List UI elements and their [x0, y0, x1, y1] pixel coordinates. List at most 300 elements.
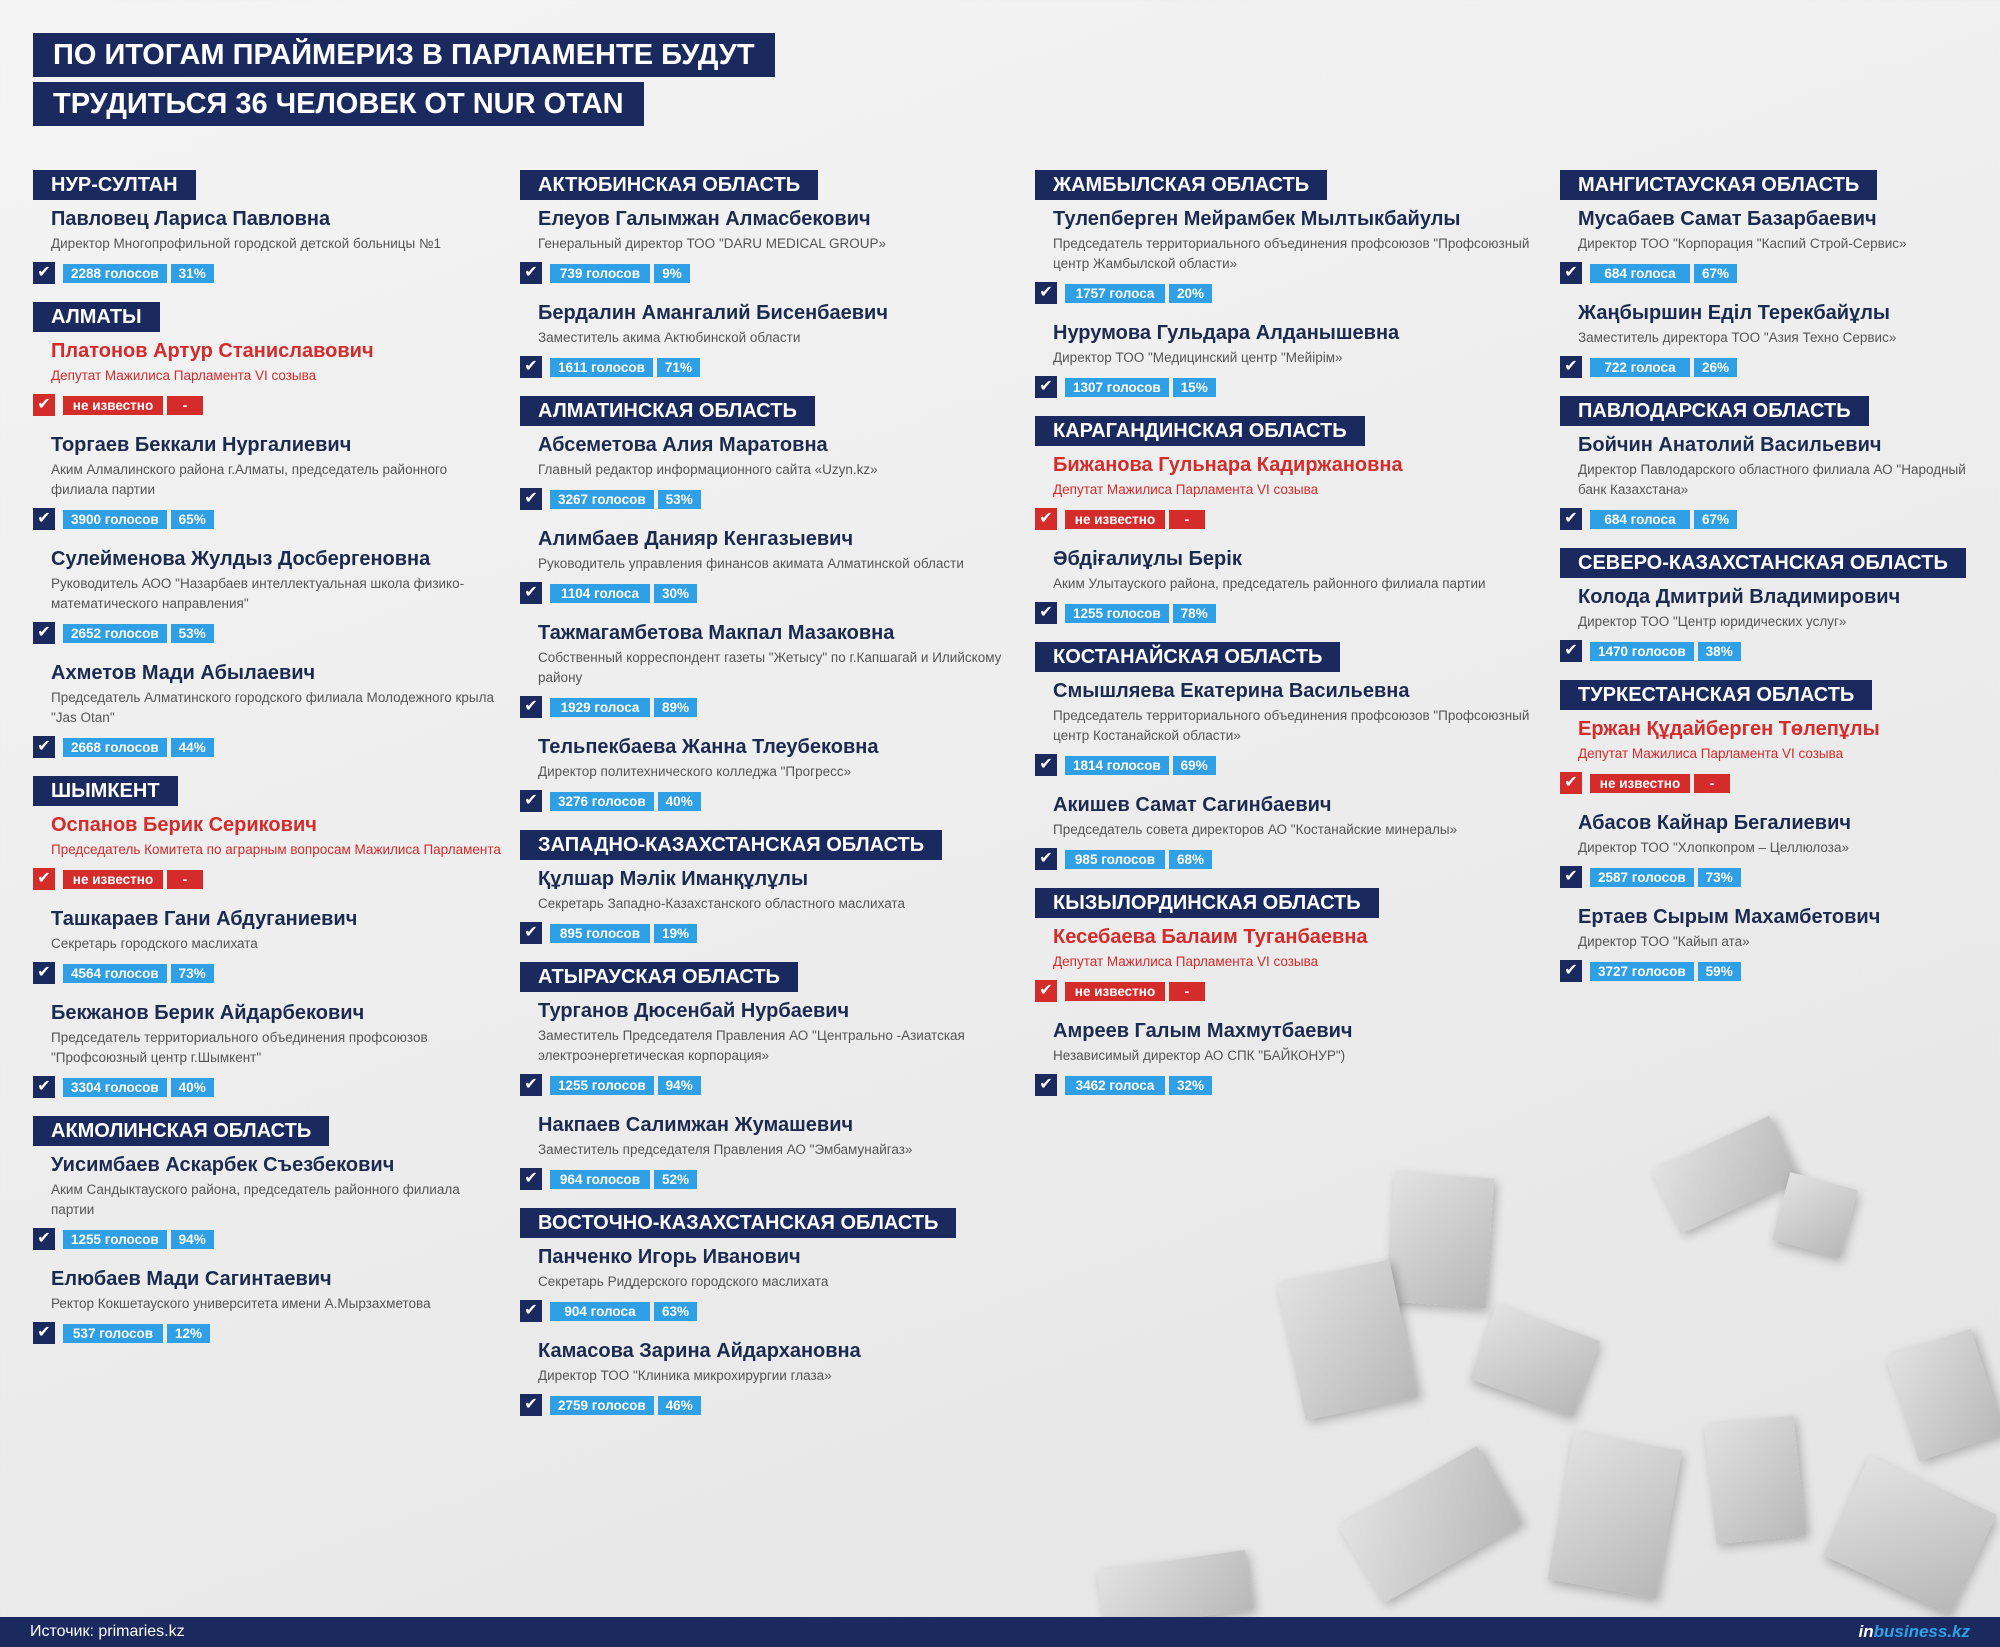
region-block: [520, 396, 1020, 812]
column-4: [1560, 170, 1990, 1000]
checkmark-icon: ✔: [520, 1074, 542, 1096]
region-block: [1035, 170, 1535, 398]
candidate-name: Платонов Артур Станиславович: [51, 340, 374, 362]
column-1: [33, 170, 503, 1362]
region-title: АЛМАТЫ: [33, 302, 160, 332]
candidate-entry: [37, 812, 503, 890]
candidate-entry: [1039, 452, 1535, 530]
checkmark-icon: ✔: [33, 508, 55, 530]
candidate-entry: [1564, 716, 1990, 794]
vote-percent-badge: 89%: [654, 698, 697, 717]
candidate-name: Абасов Кайнар Бегалиевич: [1578, 812, 1851, 834]
candidate-name: Бижанова Гульнара Кадиржановна: [1053, 454, 1403, 476]
vote-result: [1035, 376, 1535, 398]
region-title: МАНГИСТАУСКАЯ ОБЛАСТЬ: [1560, 170, 1877, 200]
vote-count-badge: 739 голосов: [550, 264, 650, 283]
checkmark-icon: ✔: [520, 1168, 542, 1190]
candidate-name: Ертаев Сырым Махамбетович: [1578, 906, 1881, 928]
candidate-entry: [1564, 432, 1990, 530]
candidate-position: Депутат Мажилиса Парламента VI созыва: [1053, 482, 1319, 497]
candidate-name: Құлшар Мәлік Иманқұлұлы: [538, 868, 809, 890]
candidate-entry: [37, 1152, 503, 1250]
vote-result: [33, 868, 503, 890]
checkmark-icon: ✔: [1560, 356, 1582, 378]
candidate-position: Секретарь Западно-Казахстанского областного маслихата: [538, 896, 905, 911]
checkmark-icon: ✔: [33, 262, 55, 284]
vote-result: [33, 508, 503, 530]
vote-percent-badge: 71%: [657, 358, 700, 377]
vote-count-badge: 3267 голосов: [550, 490, 654, 509]
vote-result: [1035, 1074, 1535, 1096]
candidate-entry: [1564, 584, 1990, 662]
vote-count-badge: 1929 голоса: [550, 698, 650, 717]
vote-percent-badge: 9%: [654, 264, 690, 283]
checkmark-icon: ✔: [33, 1322, 55, 1344]
checkmark-icon: ✔: [520, 790, 542, 812]
candidate-position: Ректор Кокшетауского университета имени А.Мырзахметова: [51, 1296, 431, 1311]
vote-result: [520, 1168, 1020, 1190]
candidate-name: Уисимбаев Аскарбек Съезбекович: [51, 1154, 395, 1176]
vote-result: [1560, 356, 1990, 378]
vote-count-badge: 3727 голосов: [1590, 962, 1694, 981]
candidate-name: Накпаев Салимжан Жумашевич: [538, 1114, 854, 1136]
vote-percent-badge: 63%: [654, 1302, 697, 1321]
vote-percent-badge: -: [1169, 982, 1205, 1001]
vote-result: [1035, 602, 1535, 624]
candidate-entry: [37, 660, 503, 758]
candidate-name: Бердалин Амангалий Бисенбаевич: [538, 302, 888, 324]
vote-result: [33, 962, 503, 984]
checkmark-icon: ✔: [33, 622, 55, 644]
region-block: [33, 776, 503, 1098]
candidate-entry: [1039, 792, 1535, 870]
paper-ballot-illustration: [1885, 1329, 2000, 1461]
checkmark-icon: ✔: [520, 1300, 542, 1322]
checkmark-icon: ✔: [1035, 1074, 1057, 1096]
vote-result: [1035, 848, 1535, 870]
region-block: [33, 302, 503, 758]
candidate-entry: [1564, 904, 1990, 982]
candidate-position: Аким Сандыктауского района, председатель районного филиала партии: [51, 1182, 460, 1217]
vote-result: [520, 488, 1020, 510]
candidate-name: Колода Дмитрий Владимирович: [1578, 586, 1901, 608]
vote-percent-badge: 53%: [658, 490, 701, 509]
vote-percent-badge: 44%: [171, 738, 214, 757]
title-line-1: ПО ИТОГАМ ПРАЙМЕРИЗ В ПАРЛАМЕНТЕ БУДУТ: [33, 33, 775, 77]
vote-percent-badge: 32%: [1169, 1076, 1212, 1095]
checkmark-icon: ✔: [33, 868, 55, 890]
candidate-position: Главный редактор информационного сайта «Uzyn.kz»: [538, 462, 878, 477]
vote-result: [33, 1322, 503, 1344]
vote-result: [520, 356, 1020, 378]
vote-result: [1560, 960, 1990, 982]
checkmark-icon: ✔: [1560, 866, 1582, 888]
candidate-name: Ташкараев Гани Абдуганиевич: [51, 908, 358, 930]
checkmark-icon: ✔: [520, 922, 542, 944]
candidate-entry: [524, 1338, 1020, 1416]
vote-result: [33, 736, 503, 758]
vote-result: [1035, 754, 1535, 776]
region-title: АТЫРАУСКАЯ ОБЛАСТЬ: [520, 962, 798, 992]
vote-count-badge: 1255 голосов: [550, 1076, 654, 1095]
checkmark-icon: ✔: [520, 262, 542, 284]
region-title: ТУРКЕСТАНСКАЯ ОБЛАСТЬ: [1560, 680, 1872, 710]
vote-percent-badge: 52%: [654, 1170, 697, 1189]
candidate-position: Аким Улытауского района, председатель районного филиала партии: [1053, 576, 1486, 591]
candidate-name: Панченко Игорь Иванович: [538, 1246, 801, 1268]
vote-result: [520, 696, 1020, 718]
candidate-entry: [1564, 206, 1990, 284]
vote-count-badge: 1611 голосов: [550, 358, 653, 377]
vote-result: [1560, 640, 1990, 662]
candidate-entry: [37, 338, 503, 416]
region-block: [33, 170, 503, 284]
candidate-name: Акишев Самат Сагинбаевич: [1053, 794, 1332, 816]
candidate-name: Тулепберген Мейрамбек Мылтыкбайулы: [1053, 208, 1461, 230]
candidate-position: Директор Многопрофильной городской детской больницы №1: [51, 236, 441, 251]
candidate-name: Ахметов Мади Абылаевич: [51, 662, 316, 684]
checkmark-icon: ✔: [1035, 754, 1057, 776]
candidate-name: Жаңбыршин Еділ Терекбайұлы: [1578, 302, 1891, 324]
region-title: АКТЮБИНСКАЯ ОБЛАСТЬ: [520, 170, 818, 200]
candidate-name: Турганов Дюсенбай Нурбаевич: [538, 1000, 850, 1022]
candidate-position: Генеральный директор ТОО "DARU MEDICAL GROUP»: [538, 236, 887, 251]
title-line-2: ТРУДИТЬСЯ 36 ЧЕЛОВЕК ОТ NUR OTAN: [33, 82, 644, 126]
footer-bar: [0, 1617, 2000, 1647]
vote-percent-badge: 40%: [658, 792, 701, 811]
candidate-entry: [1564, 300, 1990, 378]
paper-ballot-illustration: [1548, 1432, 1682, 1599]
vote-count-badge: 964 голосов: [550, 1170, 650, 1189]
vote-percent-badge: -: [167, 396, 203, 415]
region-title: КАРАГАНДИНСКАЯ ОБЛАСТЬ: [1035, 416, 1365, 446]
vote-count-badge: не известно: [1590, 774, 1690, 793]
column-2: [520, 170, 1020, 1434]
region-block: [1035, 642, 1535, 870]
candidate-name: Смышляева Екатерина Васильевна: [1053, 680, 1410, 702]
checkmark-icon: ✔: [1035, 376, 1057, 398]
candidate-position: Директор Павлодарского областного филиала АО "Народный банк Казахстана»: [1578, 462, 1966, 497]
candidate-position: Депутат Мажилиса Парламента VI созыва: [1053, 954, 1319, 969]
vote-percent-badge: 38%: [1698, 642, 1741, 661]
candidate-name: Алимбаев Данияр Кенгазыевич: [538, 528, 854, 550]
vote-percent-badge: 73%: [171, 964, 214, 983]
vote-percent-badge: 94%: [171, 1230, 214, 1249]
candidate-name: Әбдіғалиұлы Берік: [1053, 548, 1242, 570]
region-title: НУР-СУЛТАН: [33, 170, 196, 200]
vote-percent-badge: 68%: [1169, 850, 1212, 869]
candidate-position: Председатель территориального объединения профсоюзов "Профсоюзный центр г.Шымкент": [51, 1030, 428, 1065]
region-block: [1560, 170, 1990, 378]
region-title: СЕВЕРО-КАЗАХСТАНСКАЯ ОБЛАСТЬ: [1560, 548, 1966, 578]
candidate-name: Елеуов Галымжан Алмасбекович: [538, 208, 871, 230]
checkmark-icon: ✔: [520, 356, 542, 378]
vote-count-badge: 1104 голоса: [550, 584, 650, 603]
vote-count-badge: 3304 голосов: [63, 1078, 167, 1097]
candidate-position: Секретарь Риддерского городского маслихата: [538, 1274, 829, 1289]
candidate-name: Тажмагамбетова Макпал Мазаковна: [538, 622, 895, 644]
region-title: ЗАПАДНО-КАЗАХСТАНСКАЯ ОБЛАСТЬ: [520, 830, 942, 860]
candidate-entry: [1039, 546, 1535, 624]
vote-count-badge: 684 голоса: [1590, 510, 1690, 529]
vote-result: [520, 582, 1020, 604]
vote-count-badge: 1255 голосов: [63, 1230, 167, 1249]
candidate-position: Директор ТОО "Центр юридических услуг»: [1578, 614, 1847, 629]
region-block: [520, 170, 1020, 378]
candidate-position: Председатель Алматинского городского филиала Молодежного крыла "Jas Otan": [51, 690, 494, 725]
vote-count-badge: 2652 голосов: [63, 624, 167, 643]
vote-count-badge: 1470 голосов: [1590, 642, 1694, 661]
checkmark-icon: ✔: [1035, 848, 1057, 870]
vote-percent-badge: 67%: [1694, 510, 1737, 529]
vote-percent-badge: 69%: [1173, 756, 1216, 775]
checkmark-icon: ✔: [33, 962, 55, 984]
vote-count-badge: 684 голоса: [1590, 264, 1690, 283]
candidate-name: Кесебаева Балаим Туганбаевна: [1053, 926, 1368, 948]
candidate-position: Аким Алмалинского района г.Алматы, председатель районного филиала партии: [51, 462, 448, 497]
paper-ballot-illustration: [1704, 1416, 1806, 1545]
vote-percent-badge: 78%: [1173, 604, 1216, 623]
checkmark-icon: ✔: [1560, 640, 1582, 662]
candidate-position: Депутат Мажилиса Парламента VI созыва: [51, 368, 317, 383]
vote-result: [1035, 508, 1535, 530]
checkmark-icon: ✔: [1560, 772, 1582, 794]
region-block: [520, 962, 1020, 1190]
candidate-entry: [524, 1244, 1020, 1322]
vote-result: [520, 1394, 1020, 1416]
vote-percent-badge: 53%: [171, 624, 214, 643]
vote-count-badge: 537 голосов: [63, 1324, 163, 1343]
candidate-entry: [524, 998, 1020, 1096]
checkmark-icon: ✔: [33, 394, 55, 416]
region-block: [1560, 396, 1990, 530]
candidate-position: Собственный корреспондент газеты "Жетысу" по г.Капшагай и Илийскому району: [538, 650, 1002, 685]
vote-result: [33, 394, 503, 416]
vote-result: [1560, 772, 1990, 794]
checkmark-icon: ✔: [33, 1228, 55, 1250]
candidate-entry: [37, 1000, 503, 1098]
region-block: [1035, 416, 1535, 624]
region-title: ШЫМКЕНТ: [33, 776, 178, 806]
vote-result: [520, 790, 1020, 812]
region-block: [1560, 548, 1990, 662]
vote-result: [33, 1076, 503, 1098]
checkmark-icon: ✔: [520, 696, 542, 718]
vote-percent-badge: 26%: [1694, 358, 1737, 377]
candidate-position: Заместитель председателя Правления АО "Эмбамунайгаз»: [538, 1142, 913, 1157]
candidate-entry: [524, 866, 1020, 944]
candidate-position: Руководитель управления финансов акимата Алматинской области: [538, 556, 964, 571]
candidate-position: Председатель территориального объединения профсоюзов "Профсоюзный центр Жамбылской области»: [1053, 236, 1530, 271]
region-title: ПАВЛОДАРСКАЯ ОБЛАСТЬ: [1560, 396, 1869, 426]
candidate-entry: [1039, 320, 1535, 398]
candidate-name: Абсеметова Алия Маратовна: [538, 434, 828, 456]
checkmark-icon: ✔: [33, 736, 55, 758]
vote-percent-badge: -: [167, 870, 203, 889]
candidate-position: Председатель совета директоров АО "Костанайские минералы»: [1053, 822, 1458, 837]
vote-count-badge: 1814 голосов: [1065, 756, 1169, 775]
checkmark-icon: ✔: [520, 488, 542, 510]
vote-result: [1035, 282, 1535, 304]
candidate-position: Заместитель Председателя Правления АО "Центрально -Азиатская электроэнергетическая корпорация»: [538, 1028, 965, 1063]
candidate-entry: [524, 526, 1020, 604]
checkmark-icon: ✔: [1560, 960, 1582, 982]
candidate-name: Амреев Галым Махмутбаевич: [1053, 1020, 1353, 1042]
checkmark-icon: ✔: [1560, 508, 1582, 530]
vote-percent-badge: 30%: [654, 584, 697, 603]
candidate-entry: [37, 906, 503, 984]
brand-logo: [1859, 1622, 1970, 1642]
candidate-position: Заместитель акима Актюбинской области: [538, 330, 801, 345]
vote-percent-badge: 67%: [1694, 264, 1737, 283]
candidate-name: Камасова Зарина Айдархановна: [538, 1340, 861, 1362]
vote-percent-badge: -: [1169, 510, 1205, 529]
candidate-entry: [1564, 810, 1990, 888]
vote-percent-badge: 12%: [167, 1324, 210, 1343]
vote-percent-badge: 15%: [1173, 378, 1216, 397]
region-title: КОСТАНАЙСКАЯ ОБЛАСТЬ: [1035, 642, 1340, 672]
region-title: КЫЗЫЛОРДИНСКАЯ ОБЛАСТЬ: [1035, 888, 1379, 918]
candidate-entry: [524, 620, 1020, 718]
region-block: [33, 1116, 503, 1344]
candidate-position: Директор ТОО "Хлопкопром – Целлюлоза»: [1578, 840, 1849, 855]
vote-count-badge: 3462 голоса: [1065, 1076, 1165, 1095]
candidate-entry: [1039, 1018, 1535, 1096]
vote-result: [520, 922, 1020, 944]
vote-count-badge: 1307 голосов: [1065, 378, 1169, 397]
region-title: ВОСТОЧНО-КАЗАХСТАНСКАЯ ОБЛАСТЬ: [520, 1208, 956, 1238]
vote-percent-badge: 94%: [658, 1076, 701, 1095]
candidate-position: Депутат Мажилиса Парламента VI созыва: [1578, 746, 1844, 761]
vote-count-badge: 722 голоса: [1590, 358, 1690, 377]
vote-percent-badge: -: [1694, 774, 1730, 793]
candidate-position: Заместитель директора ТОО "Азия Техно Сервис»: [1578, 330, 1897, 345]
source-credit: Источик: primaries.kz: [30, 1623, 185, 1640]
region-title: ЖАМБЫЛСКАЯ ОБЛАСТЬ: [1035, 170, 1327, 200]
candidate-position: Секретарь городского маслихата: [51, 936, 258, 951]
vote-percent-badge: 59%: [1698, 962, 1741, 981]
vote-result: [1560, 508, 1990, 530]
vote-count-badge: 2759 голосов: [550, 1396, 654, 1415]
vote-result: [1035, 980, 1535, 1002]
vote-percent-badge: 40%: [171, 1078, 214, 1097]
candidate-entry: [1039, 206, 1535, 304]
brand-prefix: in: [1858, 1622, 1874, 1641]
candidate-position: Директор ТОО "Кайып ата»: [1578, 934, 1750, 949]
vote-count-badge: 3900 голосов: [63, 510, 167, 529]
paper-ballot-illustration: [1386, 1172, 1495, 1309]
paper-ballot-illustration: [1470, 1304, 1601, 1417]
candidate-entry: [524, 1112, 1020, 1190]
vote-result: [33, 1228, 503, 1250]
candidate-name: Тельпекбаева Жанна Тлеубековна: [538, 736, 879, 758]
candidate-position: Директор ТОО "Корпорация "Каспий Строй-Сервис»: [1578, 236, 1907, 251]
vote-result: [1560, 262, 1990, 284]
candidate-name: Елюбаев Мади Сагинтаевич: [51, 1268, 332, 1290]
candidate-name: Оспанов Берик Серикович: [51, 814, 317, 836]
region-title: АКМОЛИНСКАЯ ОБЛАСТЬ: [33, 1116, 329, 1146]
vote-count-badge: 1255 голосов: [1065, 604, 1169, 623]
vote-result: [1560, 866, 1990, 888]
vote-count-badge: 2587 голосов: [1590, 868, 1694, 887]
vote-percent-badge: 20%: [1169, 284, 1212, 303]
candidate-name: Павловец Лариса Павловна: [51, 208, 331, 230]
vote-percent-badge: 19%: [654, 924, 697, 943]
vote-result: [520, 1074, 1020, 1096]
candidate-name: Бекжанов Берик Айдарбекович: [51, 1002, 365, 1024]
candidate-entry: [1039, 924, 1535, 1002]
vote-count-badge: не известно: [1065, 510, 1165, 529]
candidate-position: Директор политехнического колледжа "Прогресс»: [538, 764, 852, 779]
vote-count-badge: 1757 голоса: [1065, 284, 1165, 303]
vote-percent-badge: 73%: [1698, 868, 1741, 887]
candidate-name: Торгаев Беккали Нургалиевич: [51, 434, 352, 456]
region-block: [520, 1208, 1020, 1416]
candidate-name: Мусабаев Самат Базарбаевич: [1578, 208, 1877, 230]
region-title: АЛМАТИНСКАЯ ОБЛАСТЬ: [520, 396, 815, 426]
vote-count-badge: 895 голосов: [550, 924, 650, 943]
vote-count-badge: 985 голосов: [1065, 850, 1165, 869]
candidate-entry: [524, 300, 1020, 378]
region-block: [1035, 888, 1535, 1096]
checkmark-icon: ✔: [33, 1076, 55, 1098]
checkmark-icon: ✔: [520, 582, 542, 604]
column-3: [1035, 170, 1535, 1114]
candidate-name: Бойчин Анатолий Васильевич: [1578, 434, 1882, 456]
vote-result: [520, 1300, 1020, 1322]
vote-percent-badge: 65%: [171, 510, 214, 529]
candidate-position: Председатель Комитета по аграрным вопросам Мажилиса Парламента: [51, 842, 501, 857]
vote-count-badge: 2668 голосов: [63, 738, 167, 757]
paper-ballot-illustration: [1338, 1446, 1522, 1604]
candidate-entry: [1039, 678, 1535, 776]
checkmark-icon: ✔: [1035, 508, 1057, 530]
candidate-entry: [524, 432, 1020, 510]
vote-result: [33, 262, 503, 284]
vote-count-badge: не известно: [1065, 982, 1165, 1001]
candidate-entry: [37, 206, 503, 284]
paper-ballot-illustration: [1823, 1456, 1996, 1615]
vote-percent-badge: 31%: [171, 264, 214, 283]
region-block: [520, 830, 1020, 944]
candidate-entry: [37, 546, 503, 644]
candidate-entry: [524, 206, 1020, 284]
candidate-position: Независимый директор АО СПК "БАЙКОНУР"): [1053, 1048, 1346, 1063]
vote-count-badge: не известно: [63, 396, 163, 415]
candidate-position: Председатель территориального объединения профсоюзов "Профсоюзный центр Костанайской области»: [1053, 708, 1530, 743]
vote-count-badge: 904 голоса: [550, 1302, 650, 1321]
candidate-position: Директор ТОО "Клиника микрохирургии глаза»: [538, 1368, 832, 1383]
vote-percent-badge: 46%: [658, 1396, 701, 1415]
checkmark-icon: ✔: [520, 1394, 542, 1416]
checkmark-icon: ✔: [1035, 602, 1057, 624]
candidate-name: Сулейменова Жулдыз Досбергеновна: [51, 548, 431, 570]
candidate-entry: [524, 734, 1020, 812]
candidate-position: Руководитель АОО "Назарбаев интеллектуальная школа физико-математического направления": [51, 576, 465, 611]
candidate-name: Нурумова Гульдара Алданышевна: [1053, 322, 1400, 344]
candidate-position: Директор ТОО "Медицинский центр "Мейірім»: [1053, 350, 1343, 365]
checkmark-icon: ✔: [1035, 980, 1057, 1002]
region-block: [1560, 680, 1990, 982]
checkmark-icon: ✔: [1035, 282, 1057, 304]
vote-result: [33, 622, 503, 644]
vote-result: [520, 262, 1020, 284]
paper-ballot-illustration: [1651, 1116, 1798, 1234]
candidate-name: Ержан Құдайберген Төлепұлы: [1578, 718, 1880, 740]
vote-count-badge: не известно: [63, 870, 163, 889]
vote-count-badge: 2288 голосов: [63, 264, 167, 283]
vote-count-badge: 4564 голосов: [63, 964, 167, 983]
